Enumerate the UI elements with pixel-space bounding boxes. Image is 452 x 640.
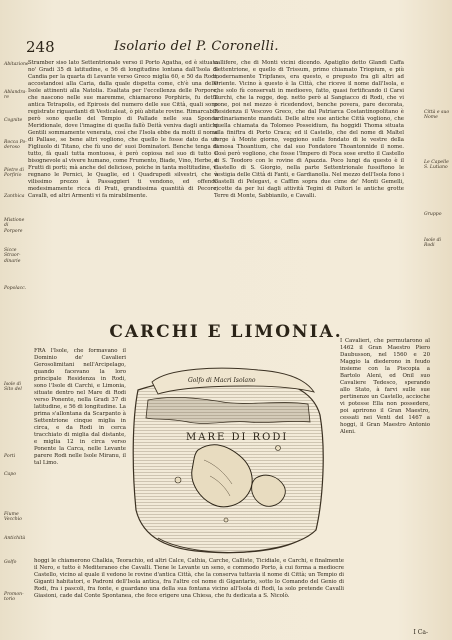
margin-note-right-0: Città e suo Nome bbox=[424, 110, 450, 121]
margin-note-lower-2: Capo bbox=[4, 472, 16, 477]
engraved-map bbox=[128, 360, 328, 560]
margin-note-top-8: Popolacc. bbox=[4, 286, 27, 291]
page-footer: I Ca- bbox=[413, 629, 428, 636]
margin-note-top-7: Sicce Straor- dinarie bbox=[4, 248, 21, 264]
lower-right-column: I Cavalieri, che permutarono al 1462 il Gran Maestro Piero Daubusson, nel 1560 e 20 Maggio la diederono in feudo insieme con la Piscopia a Bartolo Aleni, ed Onil suo Cavaliere Tedesco, sperando allo Stato, à farvi sulle sue pertinenze un Castello, accioche vi potesse Ella non possedere, poi aprirono il Gran Maestro, cessati nei Venti del 1467 a hoggi, il Gran Maestro Antonio Aleni. bbox=[340, 338, 430, 435]
upper-left-column: Stramber siso lato Settentrionale verso il Porto Agatha, ed è situata no' Gradi 35 di latitudine, e 56 di longitudine lontana dall'Isola di Candia per la quarta di Levante verso Greco miglia 60, e 50 da Rodi, accostandosi alla Caria, dalla quale dispetta come, ch'è una delle Isole attinenti alla Natolia. Esaltata per l'eccellenza delle Porpore, che nascono nelle sue maremme, chiamarono Porphiris, fu detta antica Tetrapolis, ed Epirosis del numero delle sue Città, quali sono registrate riguardanti di Vesticaleat, ò più abitate rovine. Rimarcabili però sono quelle del Tempio di Pallade nelle sua Sponda Meridionale, dove l'imagine di quella fallò Deità veniva dagli antichi Gentili sommamente venerata, così che l'Isola ebbe da molti il nome di Pallase, se bene altri vogliono, che quello le fosse dato da un Figliuolo di Titano, che fù uno de' suoi Dominatori. Benche tenga di tutto, fà quali tutta montuosa, è però copiosa nel suo di tutto il bisognevole al vivere humano, come Frumento, Biade, Vino, Herbe, e Frutti di porti; mà anche del delicioso, poiche in tanta moltitudine, vi regnano le Pernici, le Quaglie, ed i Quadrupedi silvestri, che à vilissimo prezzo à Passaggieri ti vendono, ed offendo medesimamente ricca di Prati, grandissima quantità di Pecore, Cavalli, ed altri Armenti vi fa mirabilmente. bbox=[28, 60, 218, 199]
map-islet bbox=[224, 518, 228, 522]
section-title: CARCHI E LIMONIA. bbox=[109, 322, 343, 342]
margin-note-right-3: Isole di Rodi bbox=[424, 238, 441, 249]
margin-note-top-2: Cognite bbox=[4, 118, 23, 123]
margin-note-lower-6: Promon- torio bbox=[4, 592, 24, 603]
margin-note-top-4: Pietre di Porfirio bbox=[4, 168, 24, 179]
running-title: Isolario del P. Coronelli. bbox=[114, 39, 279, 54]
margin-note-top-0: Abitazione bbox=[4, 62, 29, 67]
page-header bbox=[22, 38, 432, 56]
map-sea-label: MARE DI RODI bbox=[186, 432, 289, 443]
margin-note-lower-4: Antichità bbox=[4, 536, 26, 541]
margin-note-lower-3: Fiume Vecchio bbox=[4, 512, 22, 523]
upper-right-column: callifere, che di Monti vicini dicendo. Apatiglio detto Glandi Caffa Settentrione, e quello di Trissum, primo chiamato Triopium, e più modernamente Tripfanes, era questo, e prepusto fra gli altri ad Oriente. Vicino à questo è la Città, che riceve il nome dall'Isola, e che solo fù conservati in medioevo, fatto, quasi fortificando il Carsi Turchi, che la regge, deg. netto però al Sangiacco di Rodi, che vi pone, poi nel mezzo è ricedendovi, benche povera, pare decorata, Residenza il Vescovo Greco, che dal Patriarca Costantinopolitano è ordinariamente mandati. Delle altre sue antiche Città vogliono, che quella chiamata da Tolomeo Posseidium, fia hoggidi Thoma situata alla finiftra di Porto Craca; ed il Castello, che del nome di Maltel forge à Monte giorno, veggiono sulle fondato di le vestre della famosa Thoantium, che dal suo Fondatore Thoantonnide il nome. Così però vogliono, che fosse l'Impero di Foca sose eretto il Castello di S. Teodoro con le rovine di Apazzia. Poco lungi da questo è il Castello di S. Giorgio, nella parte Settentrionale fussiftono le vestigia delle Città di Fanti, e Gardianolla. Nel mezzo dell'Isola fono i Castelli di Pelegavi, e Caffim sopra due cime de' Monti Gemelli, ricotte da per lui dagli attività Tegini di Paltori le antiche grotte Terre di Monte, Sabbianilo, e Cavalli. bbox=[214, 60, 404, 199]
margin-note-lower-5: Golfo bbox=[4, 560, 17, 565]
margin-note-lower-0: Isole di Sito del bbox=[4, 382, 22, 393]
margin-note-top-5: Zanthica bbox=[4, 194, 25, 199]
map-islet bbox=[175, 477, 181, 483]
map-islet bbox=[276, 446, 281, 451]
margin-note-lower-1: Porti bbox=[4, 454, 16, 459]
page-number: 248 bbox=[26, 38, 55, 56]
lower-bottom-text: hoggi le chiamerono Chalkia, Teorachio, ed altri Calce, Cathia, Carche, Calliste, Ticidiale, e Carchi, e finalmente il Nero, e tutto è Mediteraneo che Cavalli. Tiene le Levante un seno, e commodo Porto, à cui forma a mediocre Castello, vicino al quale il vedono le rovine d'antica Città, che la conserva tuttavia il nome di Città; un Tempio di Giganti habitatori, e Padroni dell'Isola antica, fra l'altre col nome di Gigantario, sotto lo Comando del Genio di Rodi, fra i pascoli, fra fonte, e guardano una della sua fontana vicino all'Isola di Rodi, la solo pretende Cavalli Giasioni, cade dal Conte Spontanea, che fece erigere una Chiesa, che fu dedicata a S. Nicolò. bbox=[34, 558, 344, 599]
margin-note-top-3: Rocca Po- deroso bbox=[4, 140, 27, 151]
margin-note-top-1: Ablandra- re bbox=[4, 90, 27, 101]
margin-note-top-6: Mistione di Porpore bbox=[4, 218, 25, 234]
map-cartouche-text: Golfo di Macri Isolano bbox=[188, 377, 256, 384]
margin-note-right-2: Gruppo bbox=[424, 212, 442, 217]
margin-note-right-1: Le Capelle S. Lutiano bbox=[424, 160, 449, 171]
lower-left-column: FRA l'Isole, che formavano il Dominio de' Cavalieri Gerosolimitani nell'Arcipelago, quando facevano la loro principale Residenza in Rodi, sono l'Isole di Carchi, e Limonia, situate dentro nel Mare di Rodi verso Ponente, nella Gradi 37 di latitudine, e 56 di longitudine. La prima s'allontana da Scarpanto à Settentrione cinque miglia in circa, e da Rodi in cerca tracchiato di miglia dal distante, e miglia 12 in circa verso Ponente la Carca, nelle Levante parere Rodi nelle Isole Miranu, il tal Limo. bbox=[34, 348, 126, 466]
